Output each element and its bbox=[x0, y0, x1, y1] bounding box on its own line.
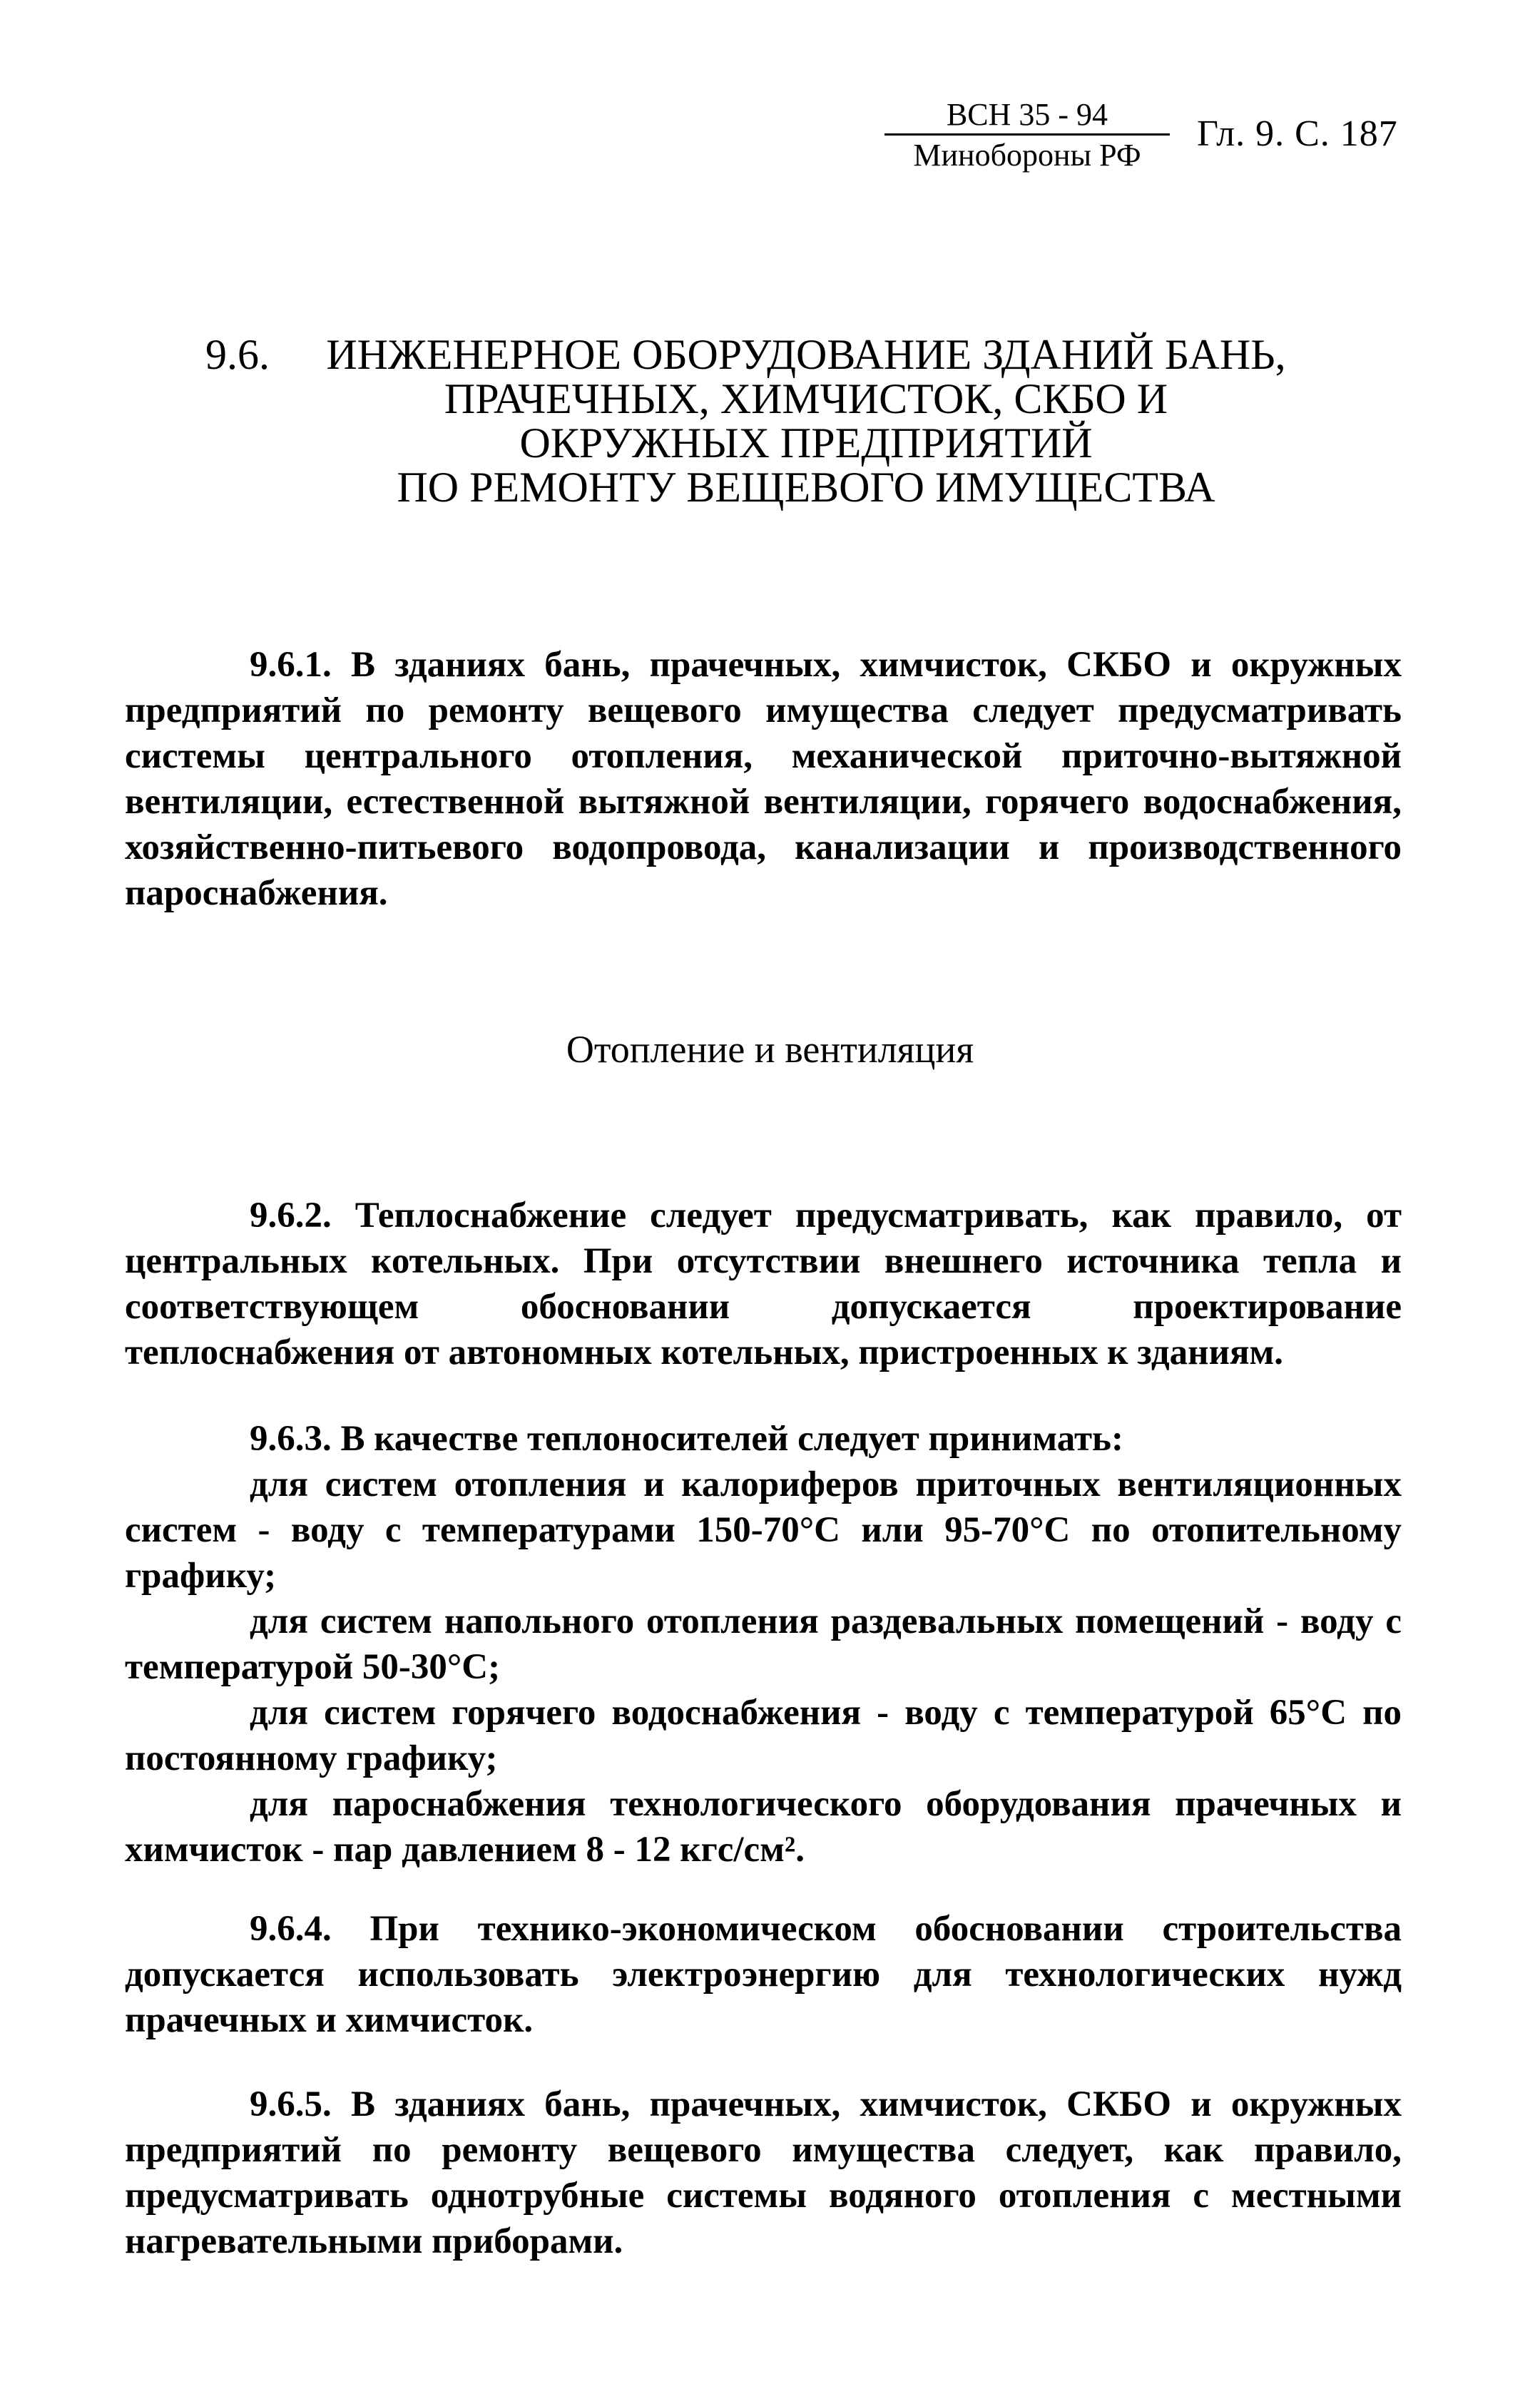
chapter-page-reference: Гл. 9. С. 187 bbox=[1197, 113, 1398, 154]
section-title bbox=[200, 332, 1412, 509]
document-code-agency: Минобороны РФ bbox=[913, 138, 1141, 173]
list-item: для систем отопления и калориферов приточных вентиляционных систем - воду с температурами 150-70°С или 95-70°С по отопительному графику; bbox=[125, 1464, 1402, 1596]
clause-text: 9.6.4. При технико-экономическом обосновании строительства допускается использовать электроэнергию для технологических нужд прачечных и химчисток. bbox=[125, 1909, 1402, 2040]
section-title-line: ПРАЧЕЧНЫХ, ХИМЧИСТОК, СКБО И bbox=[444, 375, 1168, 422]
clause-text: 9.6.2. Теплоснабжение следует предусматривать, как правило, от центральных котельных. При отсутствии внешнего источника тепла и соответствующем обосновании допускается проектирование теплоснабжения от автономных котельных, пристроенных к зданиям. bbox=[125, 1196, 1402, 1372]
subsection-heading: Отопление и вентиляция bbox=[566, 1028, 974, 1071]
clause-text: 9.6.1. В зданиях бань, прачечных, химчисток, СКБО и окружных предприятий по ремонту вещевого имущества следует предусматривать системы центрального отопления, механической приточно-вытяжной вентиляции, естественной вытяжной вентиляции, горячего водоснабжения, хозяйственно-питьевого водопровода, канализации и производственного пароснабжения. bbox=[125, 645, 1402, 913]
clause-9-6-4 bbox=[125, 1906, 1402, 2043]
clause-9-6-2 bbox=[125, 1193, 1402, 1375]
list-item: для систем горячего водоснабжения - воду с температурой 65°С по постоянному графику; bbox=[125, 1693, 1402, 1778]
clause-9-6-5 bbox=[125, 2082, 1402, 2264]
list-item: для систем напольного отопления раздевальных помещений - воду с температурой 50-30°С; bbox=[125, 1601, 1402, 1687]
section-title-line: ИНЖЕНЕРНОЕ ОБОРУДОВАНИЕ ЗДАНИЙ БАНЬ, bbox=[326, 331, 1286, 378]
clause-9-6-3 bbox=[125, 1416, 1402, 1873]
section-title-line: ПО РЕМОНТУ ВЕЩЕВОГО ИМУЩЕСТВА bbox=[397, 464, 1215, 511]
clause-intro: 9.6.3. В качестве теплоносителей следует принимать: bbox=[250, 1419, 1123, 1459]
page-header bbox=[884, 96, 1398, 175]
section-title-line: ОКРУЖНЫХ ПРЕДПРИЯТИЙ bbox=[519, 419, 1093, 467]
section-number: 9.6. bbox=[205, 331, 270, 378]
document-code bbox=[884, 96, 1170, 175]
clause-text: 9.6.5. В зданиях бань, прачечных, химчисток, СКБО и окружных предприятий по ремонту вещевого имущества следует, как правило, предусматривать однотрубные системы водяного отопления с местными нагревательными приборами. bbox=[125, 2084, 1402, 2261]
document-code-number: ВСН 35 - 94 bbox=[946, 97, 1108, 132]
list-item: для пароснабжения технологического оборудования прачечных и химчисток - пар давлением 8 - 12 кгс/см². bbox=[125, 1784, 1402, 1870]
clause-9-6-1 bbox=[125, 642, 1402, 916]
